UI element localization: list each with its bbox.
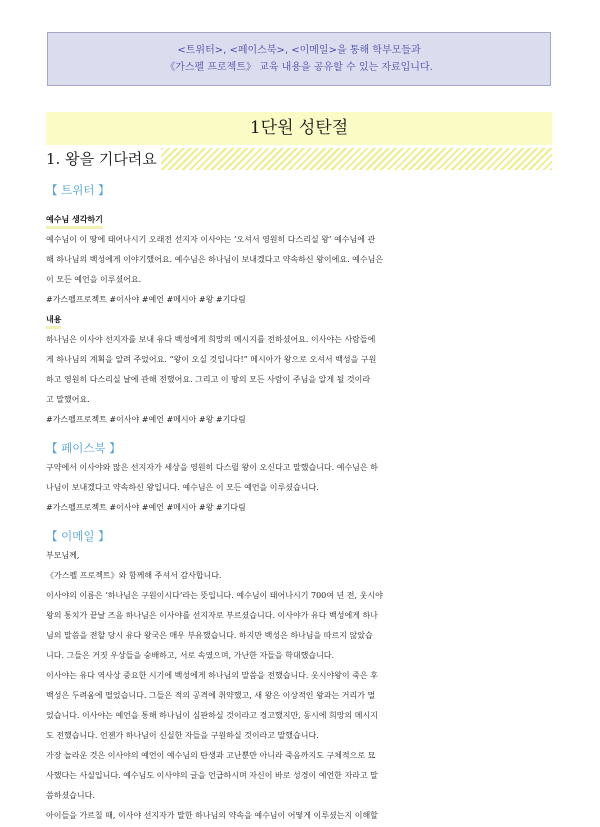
- email-section-label: 【 이메일 】: [46, 529, 110, 543]
- email-line: 씀하셨습니다.: [46, 791, 95, 800]
- email-line: 이사야의 이름은 ‘하나님은 구원이시다’라는 뜻입니다. 예수님이 태어나시기 700여 년 전, 웃시야: [46, 591, 383, 600]
- twitter-sub1-line: 예수님이 이 땅에 태어나시기 오래전 선지자 이사야는 ‘오셔서 영원히 다스리실 왕’ 예수님에 관: [46, 235, 376, 244]
- email-line: 가장 놀라운 것은 이사야의 예언이 예수님의 탄생과 고난뿐만 아니라 죽음까지도 구체적으로 묘: [46, 751, 376, 760]
- twitter-sub2-line: 하고 영원히 다스리실 날에 관해 전했어요. 그리고 이 땅의 모든 사람이 주님을 알게 될 것이라: [46, 375, 371, 384]
- notice-box: [47, 32, 551, 86]
- twitter-sub1-title-text: 예수님 생각하기: [46, 213, 103, 229]
- email-line: 도 전했습니다. 언젠가 하나님이 신실한 자들을 구원하실 것이라고 말했습니다.: [46, 731, 319, 740]
- lesson-title-bar: [46, 148, 552, 170]
- twitter-sub2-line: 게 하나님의 계획을 알려 주었어요. “왕이 오실 것입니다!” 메시아가 왕으로 오셔서 백성을 구원: [46, 355, 377, 364]
- twitter-sub1-line: 이 모든 예언을 이루셨어요.: [46, 275, 142, 284]
- email-line: 었습니다. 이사야는 예언을 통해 하나님이 심판하실 것이라고 경고했지만, 동시에 희망의 메시지: [46, 711, 378, 720]
- lesson-title: 1. 왕을 기다려요: [46, 148, 161, 170]
- twitter-sub2-line: 하나님은 이사야 선지자를 보내 유다 백성에게 희망의 메시지를 전하셨어요. 이사야는 사람들에: [46, 335, 376, 344]
- email-line: 이사야는 유다 역사상 중요한 시기에 백성에게 하나님의 말씀을 전했습니다. 웃시야왕이 죽은 후: [46, 671, 378, 680]
- facebook-section-label: 【 페이스북 】: [46, 441, 121, 455]
- notice-line-2: 《가스펠 프로젝트》 교육 내용을 공유할 수 있는 자료입니다.: [165, 62, 433, 73]
- twitter-sub1-hashtags: #가스펠프로젝트 #이사야 #예언 #메시아 #왕 #기다림: [46, 295, 246, 304]
- email-line: 왕의 통치가 끝날 즈음 하나님은 이사야를 선지자로 부르셨습니다. 이사야가 유다 백성에게 하나: [46, 611, 378, 620]
- twitter-section-label: 【 트위터 】: [46, 183, 110, 197]
- facebook-hashtags: #가스펠프로젝트 #이사야 #예언 #메시아 #왕 #기다림: [46, 503, 246, 512]
- twitter-sub1-line: 해 하나님의 백성에게 이야기했어요. 예수님은 하나님이 보내겠다고 약속하신 왕이에요. 예수님은: [46, 255, 384, 264]
- twitter-sub2-title-text: 내용: [46, 313, 61, 329]
- email-line: 《가스펠 프로젝트》와 함께해 주셔서 감사합니다.: [46, 571, 222, 580]
- notice-line-1: <트위터>, <페이스북>, <이메일>을 통해 학부모들과: [177, 45, 421, 56]
- email-line: 아이들을 가르칠 때, 이사야 선지자가 말한 하나님의 약속을 예수님이 어떻게 이루셨는지 이해할: [46, 811, 378, 820]
- email-line: 사했다는 사실입니다. 예수님도 이사야의 글을 언급하시며 자신이 바로 성경이 예언한 자라고 말: [46, 771, 378, 780]
- twitter-sub2-line: 고 말했어요.: [46, 395, 90, 404]
- email-line: 니다. 그들은 거짓 우상들을 숭배하고, 서로 속였으며, 가난한 자들을 학대했습니다.: [46, 651, 335, 660]
- email-line: 님의 말씀을 전할 당시 유다 왕국은 매우 부유했습니다. 하지만 백성은 하나님을 따르지 않았습: [46, 631, 373, 640]
- email-line: 백성은 두려움에 떨었습니다. 그들은 적의 공격에 취약했고, 새 왕은 이상적인 왕과는 거리가 멀: [46, 691, 376, 700]
- content-body: [46, 180, 558, 826]
- facebook-line: 나님이 보내겠다고 약속하신 왕입니다. 예수님은 이 모든 예언을 이루셨습니다.: [46, 483, 319, 492]
- email-line: 부모님께,: [46, 551, 80, 560]
- unit-title: 1단원 성탄절: [46, 112, 552, 145]
- twitter-sub2-title: [46, 310, 558, 330]
- twitter-sub2-hashtags: #가스펠프로젝트 #이사야 #예언 #메시아 #왕 #기다림: [46, 415, 246, 424]
- facebook-line: 구약에서 이사야와 많은 선지자가 세상을 영원히 다스릴 왕이 오신다고 말했습니다. 예수님은 하: [46, 463, 378, 472]
- twitter-sub1-title: [46, 210, 558, 230]
